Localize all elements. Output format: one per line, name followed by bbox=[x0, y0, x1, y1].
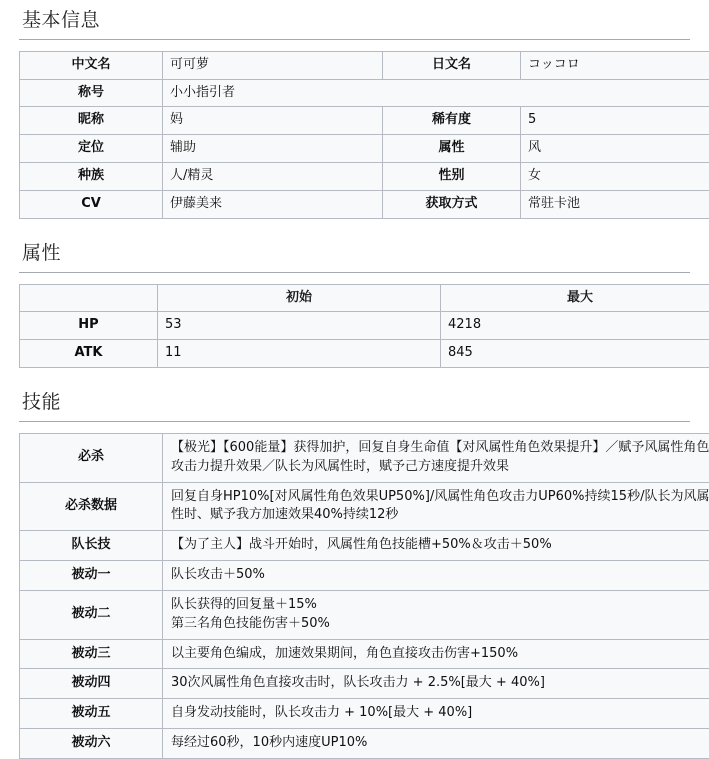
row-value-hp-max: 4218 bbox=[441, 312, 709, 340]
skill-desc-passive-5 bbox=[163, 699, 709, 729]
attributes-corner-cell bbox=[20, 284, 158, 312]
skill-desc-line: 队长攻击＋50% bbox=[171, 566, 709, 585]
row-label-rarity: 稀有度 bbox=[383, 107, 521, 135]
row-value-role: 辅助 bbox=[163, 135, 383, 163]
skill-label-passive-5: 被动五 bbox=[20, 699, 163, 729]
skill-desc-line: 第三名角色技能伤害＋50% bbox=[171, 615, 709, 634]
basic-info-body bbox=[20, 51, 709, 218]
skill-desc-line: 每经过60秒，10秒内速度UP10% bbox=[171, 734, 709, 753]
row-label-chinese-name: 中文名 bbox=[20, 51, 163, 79]
skill-desc-ultimate bbox=[163, 433, 709, 482]
row-value-atk-initial: 11 bbox=[158, 340, 441, 368]
row-label-atk: ATK bbox=[20, 340, 158, 368]
section-heading-basic-info: 基本信息 bbox=[19, 5, 690, 40]
row-label-race: 种族 bbox=[20, 163, 163, 191]
section-heading-skills: 技能 bbox=[19, 387, 690, 422]
skill-desc-passive-6 bbox=[163, 729, 709, 759]
row-label-hp: HP bbox=[20, 312, 158, 340]
skill-desc-line: 【极光】【600能量】获得加护，回复自身生命值【对风属性角色效果提升】／赋予风属性角色攻击力提升效果／队长为风属性时，赋予己方速度提升效果 bbox=[171, 439, 709, 477]
row-label-title: 称号 bbox=[20, 79, 163, 107]
table-row bbox=[20, 312, 709, 340]
row-value-hp-initial: 53 bbox=[158, 312, 441, 340]
table-row bbox=[20, 433, 709, 482]
skill-desc-line: 以主要角色编成，加速效果期间，角色直接攻击伤害+150% bbox=[171, 645, 709, 664]
row-value-race: 人/精灵 bbox=[163, 163, 383, 191]
row-value-cv: 伊藤美来 bbox=[163, 190, 383, 218]
skill-label-ultimate: 必杀 bbox=[20, 433, 163, 482]
skill-label-ultimate-data: 必杀数据 bbox=[20, 482, 163, 531]
skill-label-passive-4: 被动四 bbox=[20, 669, 163, 699]
skill-desc-passive-4 bbox=[163, 669, 709, 699]
table-row bbox=[20, 190, 709, 218]
row-value-atk-max: 845 bbox=[441, 340, 709, 368]
section-heading-attributes: 属性 bbox=[19, 238, 690, 273]
skill-desc-passive-1 bbox=[163, 561, 709, 591]
row-value-japanese-name: コッコロ bbox=[521, 51, 709, 79]
table-row bbox=[20, 135, 709, 163]
skill-label-leader: 队长技 bbox=[20, 531, 163, 561]
row-value-chinese-name: 可可萝 bbox=[163, 51, 383, 79]
row-value-gender: 女 bbox=[521, 163, 709, 191]
skill-label-passive-1: 被动一 bbox=[20, 561, 163, 591]
skill-label-passive-3: 被动三 bbox=[20, 639, 163, 669]
row-value-title: 小小指引者 bbox=[163, 79, 709, 107]
attributes-body bbox=[20, 284, 709, 368]
skills-table bbox=[19, 433, 709, 759]
row-label-cv: CV bbox=[20, 190, 163, 218]
skill-desc-line: 队长获得的回复量＋15% bbox=[171, 596, 709, 615]
skill-label-passive-2: 被动二 bbox=[20, 590, 163, 639]
row-value-nickname: 妈 bbox=[163, 107, 383, 135]
skill-desc-line: 【为了主人】战斗开始时，风属性角色技能槽+50%＆攻击＋50% bbox=[171, 536, 709, 555]
table-row bbox=[20, 107, 709, 135]
table-row bbox=[20, 590, 709, 639]
skill-desc-passive-2 bbox=[163, 590, 709, 639]
table-row bbox=[20, 699, 709, 729]
skill-desc-line: 自身发动技能时，队长攻击力 + 10%[最大 + 40%] bbox=[171, 704, 709, 723]
basic-info-table bbox=[19, 51, 709, 219]
row-label-element: 属性 bbox=[383, 135, 521, 163]
table-row bbox=[20, 340, 709, 368]
attributes-table bbox=[19, 284, 709, 369]
skill-label-passive-6: 被动六 bbox=[20, 729, 163, 759]
row-label-role: 定位 bbox=[20, 135, 163, 163]
table-row bbox=[20, 163, 709, 191]
row-value-element: 风 bbox=[521, 135, 709, 163]
skill-desc-leader bbox=[163, 531, 709, 561]
skill-desc-line: 30次风属性角色直接攻击时，队长攻击力 + 2.5%[最大 + 40%] bbox=[171, 674, 709, 693]
column-header-initial: 初始 bbox=[158, 284, 441, 312]
table-row bbox=[20, 79, 709, 107]
skill-desc-ultimate-data bbox=[163, 482, 709, 531]
table-row bbox=[20, 639, 709, 669]
table-header-row bbox=[20, 284, 709, 312]
table-row bbox=[20, 669, 709, 699]
skill-desc-line: 回复自身HP10%[对风属性角色效果UP50%]/风属性角色攻击力UP60%持续15秒/队长为风属性时、赋予我方加速效果40%持续12秒 bbox=[171, 488, 709, 526]
row-label-gender: 性别 bbox=[383, 163, 521, 191]
row-label-acquisition: 获取方式 bbox=[383, 190, 521, 218]
row-value-rarity: 5 bbox=[521, 107, 709, 135]
column-header-max: 最大 bbox=[441, 284, 709, 312]
row-value-acquisition: 常驻卡池 bbox=[521, 190, 709, 218]
row-label-japanese-name: 日文名 bbox=[383, 51, 521, 79]
character-info-page bbox=[0, 5, 709, 759]
row-label-nickname: 昵称 bbox=[20, 107, 163, 135]
skill-desc-passive-3 bbox=[163, 639, 709, 669]
table-row bbox=[20, 561, 709, 591]
table-row bbox=[20, 482, 709, 531]
table-row bbox=[20, 531, 709, 561]
table-row bbox=[20, 51, 709, 79]
table-row bbox=[20, 729, 709, 759]
